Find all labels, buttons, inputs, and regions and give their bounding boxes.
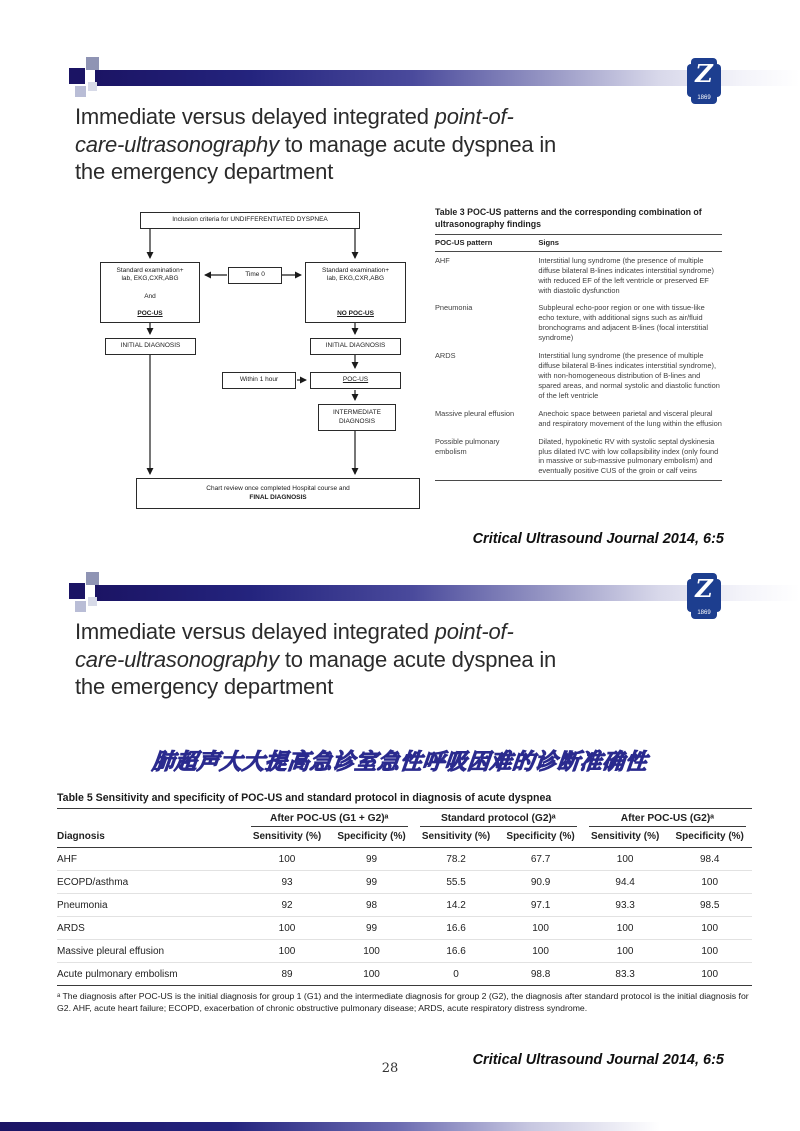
table-5-footnote: ᵃ The diagnosis after POC-US is the initial diagnosis for group 1 (G1) and the intermediate diagnosis for group 2 (G2), the diagnosis after standard protocol is the initial diagnosis for G2. AHF, acute heart failure; ECOPD, exacerbation of chronic obstructive pulmonary disease; ARDS, acute respiratory distress syndrome. [57,991,749,1014]
signs-cell: Interstitial lung syndrome (the presence of multiple diffuse bilateral B-lines indicates interstitial syndrome), with non-homogeneous distribution of B-lines and spared areas, and normal systolic and diastolic function of the left ventricle [538,351,720,400]
table-3 [435,206,722,481]
initial-diagnosis-label: INITIAL DIAGNOSIS [325,342,386,350]
diagnosis-cell: Massive pleural effusion [57,940,245,963]
journal-citation: Critical Ultrasound Journal 2014, 6:5 [472,531,724,547]
diagnosis-cell: Pneumonia [57,894,245,917]
final-diagnosis-box [136,478,420,509]
value-cell: 100 [667,963,752,986]
decor-square [75,86,86,97]
value-cell: 100 [498,940,583,963]
title-text-italic: point-of- [434,104,514,129]
value-cell: 97.1 [498,894,583,917]
group-after-pocus-g2: After POC-US (G2)ᵃ [583,809,752,828]
table-row [435,347,722,405]
bottom-accent-bar [0,1122,660,1131]
diagnosis-cell: AHF [57,848,245,871]
value-cell: 78.2 [414,848,499,871]
pattern-cell: Massive pleural effusion [435,408,515,418]
inclusion-criteria-label: Inclusion criteria for UNDIFFERENTIATED DYSPNEA [172,216,328,224]
initial-diagnosis-left-box [105,338,196,355]
decor-square [69,583,85,599]
table-row [435,299,722,347]
std-exam-label: Standard examination+ lab, EKG,CXR,ABG [321,267,390,283]
intermediate-diagnosis-label: INTERMEDIATE DIAGNOSIS [333,409,381,425]
value-cell: 93.3 [583,894,668,917]
value-cell: 99 [329,848,414,871]
decor-square [88,82,97,91]
value-cell: 98.5 [667,894,752,917]
chinese-heading: 肺超声大大提高急诊室急性呼吸困难的诊断准确性 [151,749,649,774]
title-text-italic: care-ultrasonography [75,131,279,157]
hospital-logo [687,573,721,619]
value-cell: 94.4 [583,871,668,894]
title-text: to manage acute dyspnea in [278,131,557,157]
value-cell: 100 [329,940,414,963]
standard-exam-pocus-box [100,262,200,323]
logo-letter: Z [695,574,713,603]
study-flowchart [95,208,425,520]
signs-cell: Interstitial lung syndrome (the presence of multiple diffuse bilateral B-lines indicates interstitial syndrome) with reduced EF of the left ventricle or preserved EF with diastolic dysfunction [538,255,714,295]
within-1-hour-label: Within 1 hour [239,376,279,384]
specificity-header: Specificity (%) [498,827,583,848]
table-row [435,251,722,299]
time-zero-label: Time 0 [245,271,265,279]
table-3-col-signs: Signs [538,234,722,251]
sensitivity-header: Sensitivity (%) [245,827,330,848]
value-cell: 90.9 [498,871,583,894]
decor-square [88,597,97,606]
logo-year: 1869 [697,95,711,101]
sensitivity-header: Sensitivity (%) [414,827,499,848]
group-standard-protocol-g2: Standard protocol (G2)ᵃ [414,809,583,828]
title-text-italic: point-of- [434,619,514,644]
pocus-label: POC-US [137,309,163,317]
initial-diagnosis-right-box [310,338,401,355]
initial-diagnosis-label: INITIAL DIAGNOSIS [120,342,181,350]
signs-cell: Dilated, hypokinetic RV with systolic septal dyskinesia plus dilated IVC with low collapsibility index (only found in massive or sub-massive pulmonary embolism) and eventually positive CUS of the groin or calf veins [538,436,719,476]
value-cell: 100 [667,917,752,940]
title-text: Immediate versus delayed integrated [75,104,435,129]
decor-square [69,68,85,84]
pattern-cell: ARDS [435,351,456,361]
value-cell: 55.5 [414,871,499,894]
table-3-title: Table 3 POC-US patterns and the corresponding combination of ultrasonography findings [435,207,702,230]
standard-exam-no-pocus-box [305,262,406,323]
pattern-cell: Pneumonia [435,303,473,313]
decor-square [86,57,99,70]
page-number: 28 [381,1061,399,1076]
value-cell: 0 [414,963,499,986]
value-cell: 14.2 [414,894,499,917]
pocus-second-box [310,372,401,389]
inclusion-criteria-box [140,212,360,229]
std-exam-label: Standard examination+ lab, EKG,CXR,ABG [116,267,184,283]
signs-cell: Subpleural echo-poor region or one with tissue-like echo texture, with additional signs such as air/fluid bronchograms and adjacent B-lines (focal interstitial syndrome) [538,303,708,343]
group-after-pocus-g1g2: After POC-US (G1 + G2)ᵃ [245,809,414,828]
within-1-hour-box [222,372,296,389]
value-cell: 83.3 [583,963,668,986]
diagnosis-header: Diagnosis [57,827,245,848]
time-zero-box [228,267,282,284]
decor-square [75,601,86,612]
title-text: the emergency department [75,159,334,184]
specificity-header: Specificity (%) [329,827,414,848]
value-cell: 100 [245,848,330,871]
slide2-title [75,618,635,701]
value-cell: 92 [245,894,330,917]
pattern-cell: AHF [435,255,450,265]
title-text-italic: care-ultrasonography [75,646,279,672]
diagnosis-cell: Acute pulmonary embolism [57,963,245,986]
table-row [435,405,722,433]
slide1-title [75,103,635,186]
value-cell: 67.7 [498,848,583,871]
title-text: the emergency department [75,674,334,699]
pattern-cell: Possible pulmonary embolism [435,436,500,456]
value-cell: 93 [245,871,330,894]
pocus-label: POC-US [342,376,369,384]
value-cell: 16.6 [414,940,499,963]
value-cell: 89 [245,963,330,986]
table-row [57,963,752,986]
table-5-column-header-row [57,827,752,848]
empty-cell [57,809,245,828]
value-cell: 98.8 [498,963,583,986]
value-cell: 100 [583,940,668,963]
value-cell: 99 [329,917,414,940]
decor-square [86,572,99,585]
table-3-header-row [435,234,722,251]
table-row [57,848,752,871]
and-label: And [144,292,156,300]
table-row [57,894,752,917]
value-cell: 100 [329,963,414,986]
table-row [57,917,752,940]
value-cell: 16.6 [414,917,499,940]
table-3-col-pattern: POC-US pattern [435,234,538,251]
final-diagnosis-label: FINAL DIAGNOSIS [249,493,307,501]
value-cell: 100 [583,917,668,940]
table-row [57,940,752,963]
table-row [57,871,752,894]
hospital-logo [687,58,721,104]
value-cell: 99 [329,871,414,894]
no-pocus-label: NO POC-US [337,309,374,317]
value-cell: 98 [329,894,414,917]
specificity-header: Specificity (%) [667,827,752,848]
diagnosis-cell: ARDS [57,917,245,940]
logo-year: 1869 [697,610,711,616]
signs-cell: Anechoic space between parietal and visceral pleural and respiratory movement of the lung within the effusion [538,408,722,428]
value-cell: 100 [245,940,330,963]
value-cell: 100 [583,848,668,871]
journal-citation: Critical Ultrasound Journal 2014, 6:5 [472,1052,724,1068]
value-cell: 100 [667,940,752,963]
logo-letter: Z [695,59,713,88]
value-cell: 98.4 [667,848,752,871]
title-text: to manage acute dyspnea in [278,646,557,672]
table-5 [57,792,752,1014]
intermediate-diagnosis-box [318,404,396,431]
value-cell: 100 [667,871,752,894]
table-5-title: Table 5 Sensitivity and specificity of POC-US and standard protocol in diagnosis of acute dyspnea [57,792,552,804]
table-row [435,433,722,481]
sensitivity-header: Sensitivity (%) [583,827,668,848]
flowchart-arrows [95,208,425,520]
table-5-group-header-row [57,809,752,828]
diagnosis-cell: ECOPD/asthma [57,871,245,894]
chart-review-label: Chart review once completed Hospital course and [206,485,350,493]
value-cell: 100 [245,917,330,940]
title-text: Immediate versus delayed integrated [75,619,435,644]
value-cell: 100 [498,917,583,940]
